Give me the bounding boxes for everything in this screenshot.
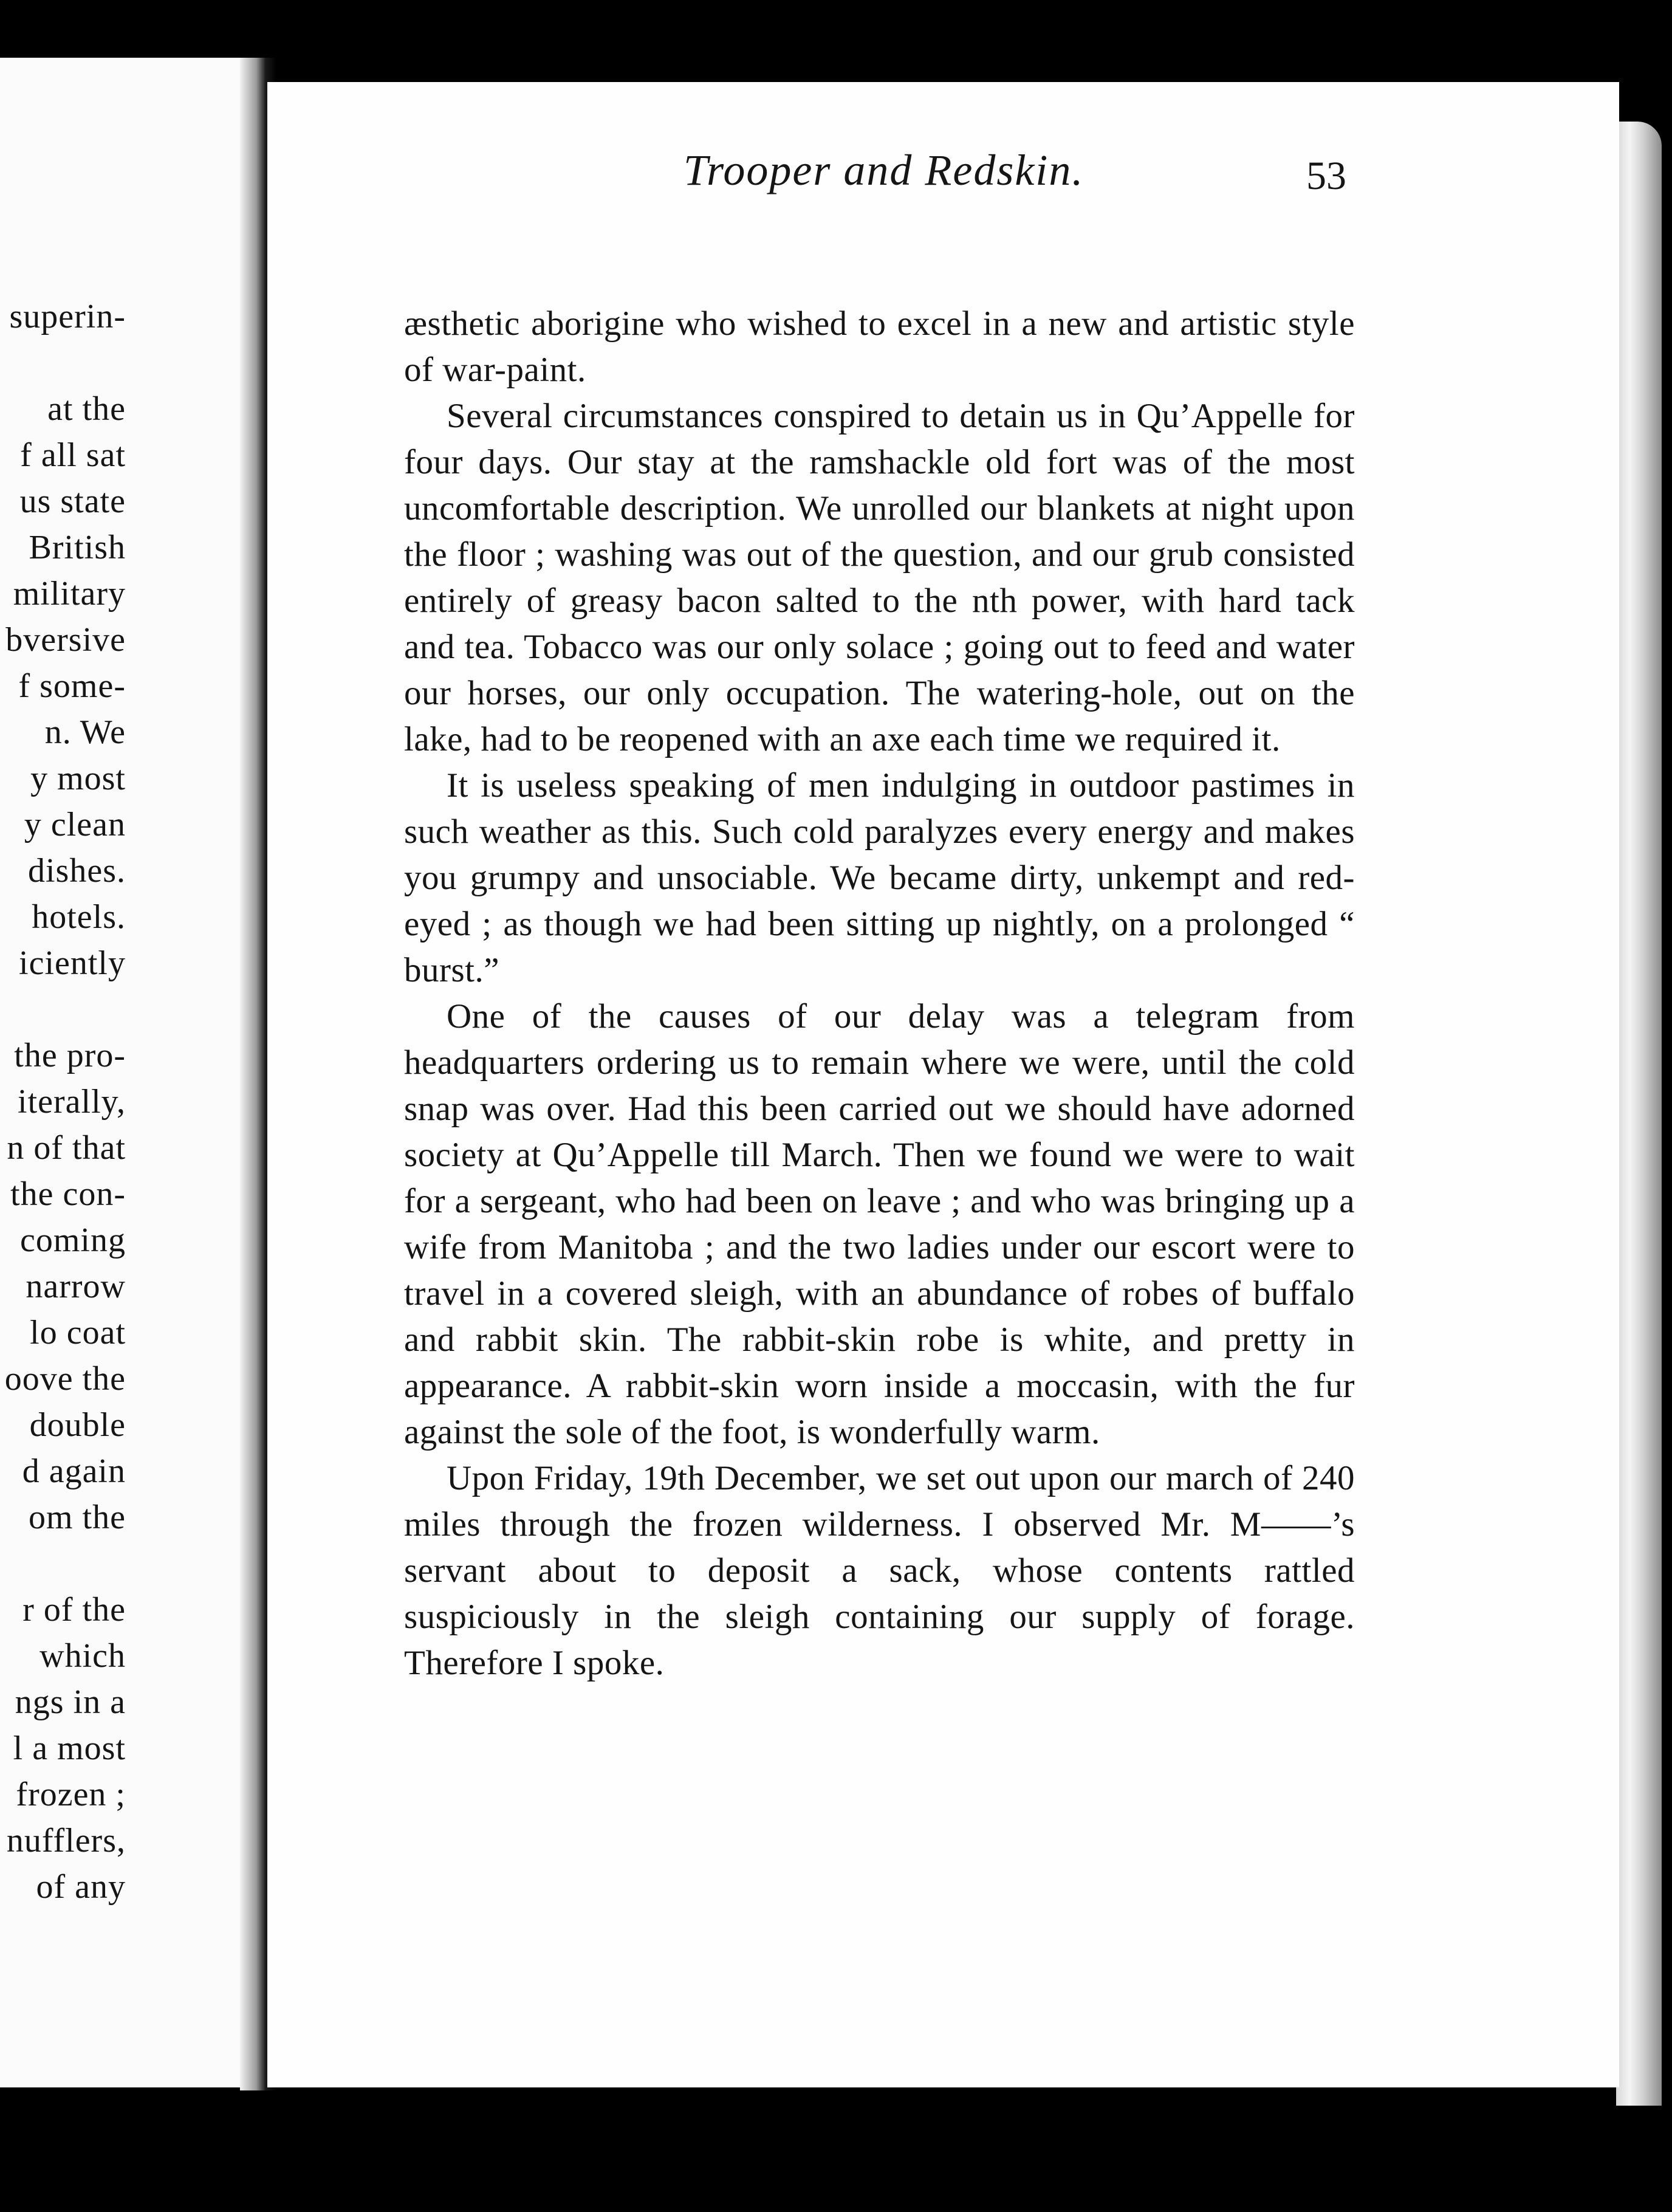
paragraph: One of the causes of our delay was a telegram from headquarters ordering us to remain where we were, until the cold snap was over. Had this been carried out we should have adorned society at Qu’Appelle till March. Then we found we were to wait for a sergeant, who had been on leave ; and who was bringing up a wife from Manitoba ; and the two ladies under our escort were to travel in a covered sleigh, with an abundance of robes of buffalo and rabbit skin. The rabbit-skin robe is white, and pretty in appearance. A rabbit-skin worn inside a moccasin, with the fur against the sole of the foot, is wonderfully warm. xyxy=(404,997,1355,1451)
previous-page-line: om the xyxy=(29,1499,126,1536)
previous-page-line: bversive xyxy=(5,621,126,659)
paragraph: It is useless speaking of men indulging in outdoor pastimes in such weather as this. Such cold paralyzes every energy and makes you grumpy and unsociable. We became dirty, unkempt and red-eyed ; as though we had been sitting up nightly, on a prolonged “ burst.” xyxy=(404,766,1355,989)
page-number: 53 xyxy=(1306,154,1346,198)
previous-page-line: r of the xyxy=(22,1591,126,1629)
previous-page-line: which xyxy=(39,1637,126,1675)
previous-page-line: double xyxy=(29,1406,126,1444)
previous-page-line: narrow xyxy=(26,1268,126,1305)
page-edge-stack xyxy=(1616,122,1662,2106)
previous-page-fragment xyxy=(0,58,264,2087)
previous-page-line: y clean xyxy=(24,806,126,843)
running-head: Trooper and Redskin. xyxy=(684,146,1084,194)
paragraph: æsthetic aborigine who wished to excel in a new and artistic style of war-paint. xyxy=(404,304,1355,389)
previous-page-line: the pro- xyxy=(14,1037,126,1074)
previous-page-line: frozen ; xyxy=(16,1776,126,1813)
paragraph: Several circumstances conspired to detain us in Qu’Appelle for four days. Our stay at the ramshackle old fort was of the most uncomfortable description. We unrolled our blankets at night upon the floor ; washing was out of the question, and our grub consisted entirely of greasy bacon salted to the nth power, with hard tack and tea. Tobacco was our only solace ; going out to feed and water our horses, our only occupation. The watering-hole, out on the lake, had to be reopened with an axe each time we required it. xyxy=(404,397,1355,758)
previous-page-line: superin- xyxy=(9,298,126,335)
previous-page-line: at the xyxy=(47,390,126,428)
previous-page-line: ngs in a xyxy=(15,1683,126,1721)
previous-page-line: f all sat xyxy=(20,436,126,474)
previous-page-line: iciently xyxy=(19,944,126,982)
previous-page-text xyxy=(0,294,126,1910)
previous-page-line: iterally, xyxy=(18,1083,126,1121)
paragraph: Upon Friday, 19th December, we set out upon our march of 240 miles through the frozen wilderness. I observed Mr. M——’s servant about to deposit a sack, whose contents rattled suspiciously in the sleigh containing our supply of forage. Therefore I spoke. xyxy=(404,1459,1355,1682)
previous-page-line: British xyxy=(29,529,126,566)
previous-page-line: l a most xyxy=(13,1729,126,1767)
previous-page-line: the con- xyxy=(10,1175,126,1213)
previous-page-line: oove the xyxy=(4,1360,126,1398)
previous-page-line: us state xyxy=(19,483,126,520)
previous-page-line: of any xyxy=(36,1868,126,1906)
previous-page-line: nufflers, xyxy=(6,1822,126,1860)
previous-page-line: military xyxy=(13,575,126,613)
previous-page-line: n. We xyxy=(44,713,126,751)
previous-page-line: coming xyxy=(20,1221,126,1259)
previous-page-line: n of that xyxy=(7,1129,126,1167)
previous-page-line: f some- xyxy=(18,667,126,705)
previous-page-line: d again xyxy=(22,1452,126,1490)
previous-page-line: lo coat xyxy=(30,1314,126,1352)
previous-page-line: hotels. xyxy=(32,898,126,936)
page-body xyxy=(404,301,1355,1686)
previous-page-line: y most xyxy=(30,760,126,797)
previous-page-line: dishes. xyxy=(28,852,126,890)
